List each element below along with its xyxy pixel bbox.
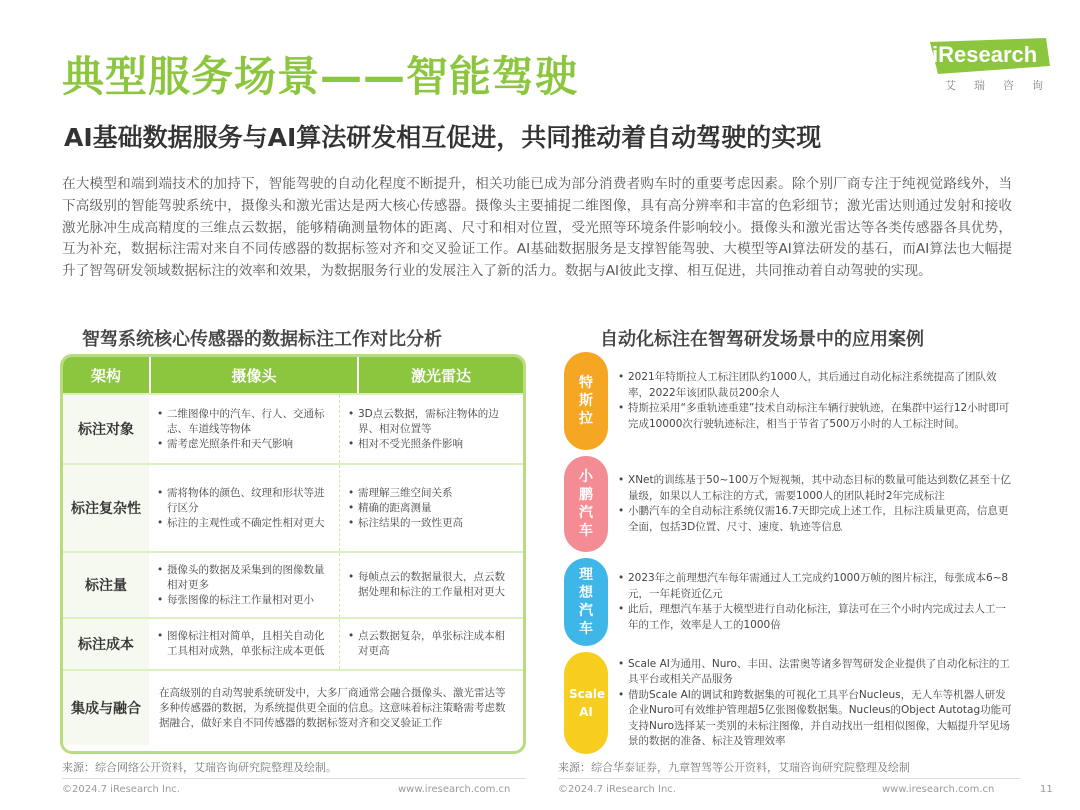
table-header <box>63 357 523 393</box>
iresearch-logo <box>928 38 1052 93</box>
case-badge-tesla <box>564 352 608 450</box>
lidar-cell <box>339 553 523 617</box>
table-row <box>63 393 523 463</box>
bullet-text: • 每帧点云的数据量很大，点云数据处理和标注的工作量相对更大 <box>348 570 515 600</box>
table-row <box>63 463 523 551</box>
bullet-text: • 标注的主观性或不确定性相对更大 <box>157 516 333 531</box>
logo-char: 咨 <box>1003 79 1014 92</box>
table-row <box>63 617 523 669</box>
header-cell: 激光雷达 <box>357 357 523 393</box>
footer-copyright-right: ©2024.7 iResearch Inc. <box>558 784 676 795</box>
table-row <box>63 551 523 617</box>
case-text <box>608 352 1014 450</box>
left-source-note: 来源：综合网络公开资料，艾瑞咨询研究院整理及绘制。 <box>62 761 337 774</box>
case-badge-xpeng <box>564 456 608 552</box>
logo-char: 询 <box>1032 79 1043 92</box>
bullet-text: • 需理解三维空间关系 <box>348 486 515 501</box>
bullet-text: • 需考虑光照条件和天气影响 <box>157 437 333 452</box>
bullet-text: • 点云数据复杂，单张标注成本相对更高 <box>348 629 515 659</box>
bullet-text: • 3D点云数据，需标注物体的边界、相对位置等 <box>348 407 515 437</box>
row-label: 集成与融合 <box>63 671 149 745</box>
logo-char: 艾 <box>945 79 956 92</box>
footer-url-left: www.iresearch.com.cn <box>398 784 511 795</box>
left-section-title: 智驾系统核心传感器的数据标注工作对比分析 <box>82 329 442 350</box>
logo-brand: iResearch <box>932 42 1038 67</box>
footer-copyright-left: ©2024.7 iResearch Inc. <box>62 784 180 795</box>
case-text <box>608 558 1014 646</box>
bullet-text: • 小鹏汽车的全自动标注系统仅需16.7天即完成上述工作，且标注质量更高，信息更全面，包括3D位置、尺寸、速度、轨迹等信息 <box>618 504 1014 535</box>
header-cell: 摄像头 <box>149 357 357 393</box>
case-name: 小鹏汽车 <box>579 469 593 539</box>
bullet-text: • 借助Scale AI的调试和跨数据集的可视化工具平台Nucleus，无人车等机器人研发企业Nuro可有效维护管理超5亿张图像数据集。Nucleus的Object Autotag功能可支持Nuro选择某一类别的未标注图像，并自动找出一组相似图像，大幅提升罕见场景的数据的准备、标注及管理效率 <box>618 688 1014 750</box>
merged-cell: 在高级别的自动驾驶系统研发中，大多厂商通常会融合摄像头、激光雷达等多种传感器的数据，为系统提供更全面的信息。这意味着标注策略需考虑数据融合，做好来自不同传感器的数据标签对齐和交叉验证工作 <box>159 686 506 729</box>
bullet-text: • 图像标注相对简单，且相关自动化工具相对成熟，单张标注成本更低 <box>157 629 333 659</box>
row-label: 标注成本 <box>63 619 149 669</box>
camera-cell <box>149 465 339 551</box>
logo-char: 瑞 <box>974 79 985 92</box>
camera-cell <box>149 553 339 617</box>
case-name: 理想汽车 <box>579 567 593 637</box>
table-row <box>63 669 523 745</box>
header-cell: 架构 <box>90 366 121 385</box>
footer-url-right: www.iresearch.com.cn <box>882 784 995 795</box>
bullet-text: • 特斯拉采用“多重轨迹重建”技术自动标注车辆行驶轨迹，在集群中运行12小时即可完成10000次行驶轨迹标注，相当于节省了500万小时的人工标注时间。 <box>618 401 1014 432</box>
case-tesla <box>564 352 1014 450</box>
case-xpeng <box>564 456 1014 552</box>
case-scale-ai <box>564 652 1014 754</box>
sensor-comparison-table <box>60 354 526 754</box>
case-text <box>608 456 1014 552</box>
bullet-text: • 标注结果的一致性更高 <box>348 516 515 531</box>
right-section-title: 自动化标注在智驾研发场景中的应用案例 <box>600 329 924 350</box>
right-source-note: 来源：综合华泰证券，九章智驾等公开资料，艾瑞咨询研究院整理及绘制 <box>558 761 910 774</box>
lidar-cell <box>339 395 523 463</box>
intro-paragraph: 在大模型和端到端技术的加持下，智能驾驶的自动化程度不断提升，相关功能已成为部分消费者购车时的重要考虑因素。除个别厂商专注于纯视觉路线外，当下高级别的智能驾驶系统中，摄像头和激光雷达是两大核心传感器。摄像头主要捕捉二维图像，具有高分辨率和丰富的色彩细节；激光雷达则通过发射和接收激光脉冲生成高精度的三维点云数据，能够精确测量物体的距离、尺寸和相对位置，受光照等环境条件影响较小。摄像头和激光雷达等各类传感器各具优势，互为补充，数据标注需对来自不同传感器的数据标签对齐和交叉验证工作。AI基础数据服务是支撑智能驾驶、大模型等AI算法研发的基石，而AI算法也大幅提升了智驾研发领域数据标注的效率和效果，为数据服务行业的发展注入了新的活力。数据与AI彼此支撑、相互促进，共同推动着自动驾驶的实现。 <box>62 176 1012 280</box>
case-badge-scale-ai <box>564 652 608 754</box>
page-subtitle: AI基础数据服务与AI算法研发相互促进，共同推动着自动驾驶的实现 <box>64 123 822 152</box>
page-title: 典型服务场景——智能驾驶 <box>62 52 579 101</box>
camera-cell <box>149 395 339 463</box>
case-badge-lixiang <box>564 558 608 646</box>
bullet-text: • 此后，理想汽车基于大模型进行自动化标注，算法可在三个小时内完成过去人工一年的工作，效率是人工的1000倍 <box>618 602 1014 633</box>
bullet-text: • XNet的训练基于50~100万个短视频，其中动态目标的数量可能达到数亿甚至十亿量级，如果以人工标注的方式，需要1000人的团队耗时2年完成标注 <box>618 473 1014 504</box>
footer-divider-right <box>558 778 1020 779</box>
row-label: 标注对象 <box>63 395 149 463</box>
bullet-text: • Scale AI为通用、Nuro、丰田、法雷奥等诸多智驾研发企业提供了自动化标注的工具平台或相关产品服务 <box>618 657 1014 688</box>
footer-divider-left <box>62 778 526 779</box>
row-label: 标注量 <box>63 553 149 617</box>
bullet-text: • 精确的距离测量 <box>348 501 515 516</box>
bullet-text: • 二维图像中的汽车、行人、交通标志、车道线等物体 <box>157 407 333 437</box>
row-label: 标注复杂性 <box>63 465 149 551</box>
bullet-text: • 需将物体的颜色、纹理和形状等进行区分 <box>157 486 333 516</box>
bullet-text: • 每张图像的标注工作量相对更小 <box>157 593 333 608</box>
bullet-text: • 摄像头的数据及采集到的图像数量相对更多 <box>157 563 333 593</box>
bullet-text: • 2021年特斯拉人工标注团队约1000人，其后通过自动化标注系统提高了团队效率，2022年该团队裁员200余人 <box>618 370 1014 401</box>
camera-cell <box>149 619 339 669</box>
page-number: 11 <box>1040 784 1053 795</box>
case-name: Scale AI <box>569 687 606 719</box>
case-lixiang <box>564 558 1014 646</box>
bullet-text: • 相对不受光照条件影响 <box>348 437 515 452</box>
case-text <box>608 652 1014 754</box>
case-name: 特斯拉 <box>579 375 593 427</box>
lidar-cell <box>339 465 523 551</box>
bullet-text: • 2023年之前理想汽车每年需通过人工完成约1000万帧的图片标注，每张成本6~8元，一年耗资近亿元 <box>618 571 1014 602</box>
lidar-cell <box>339 619 523 669</box>
